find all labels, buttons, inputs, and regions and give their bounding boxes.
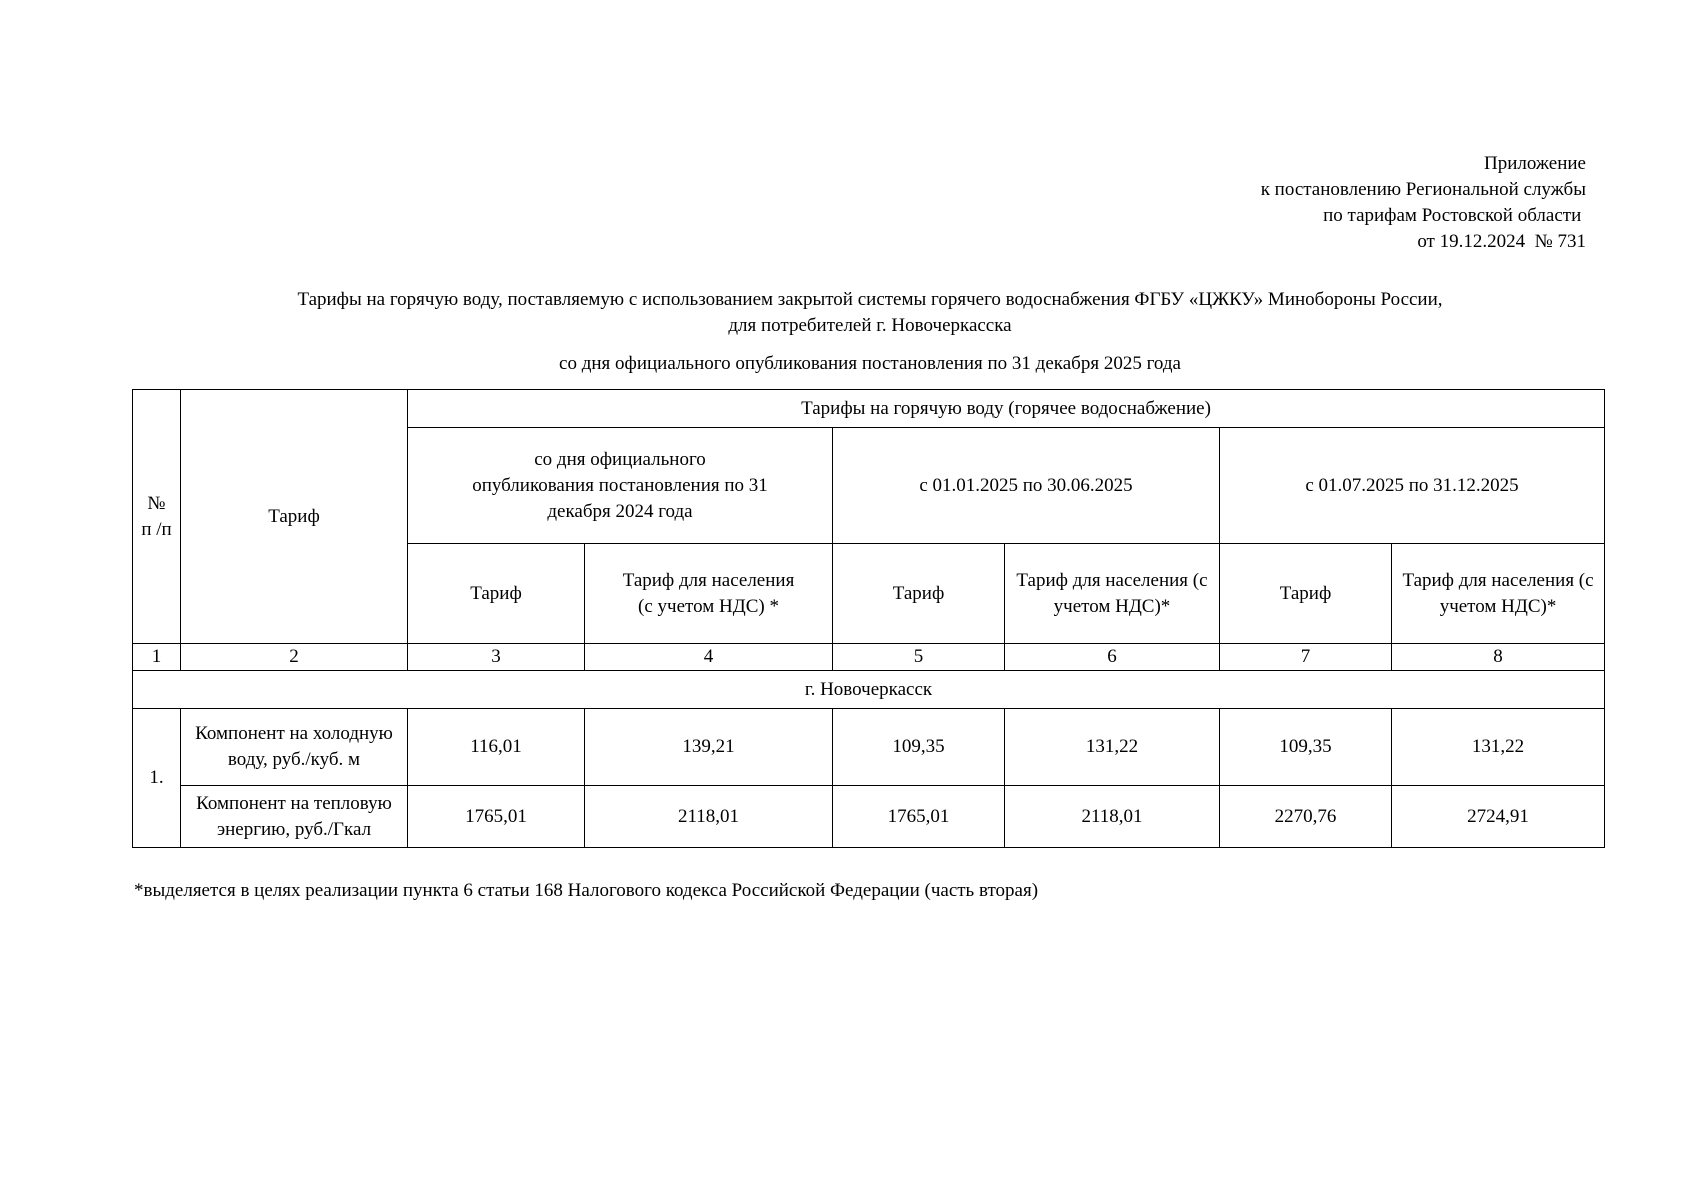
period-1-line-3: декабря 2024 года xyxy=(547,500,693,522)
row-name-line-1: Компонент на тепловую xyxy=(196,792,392,814)
p1-population-line-1: Тариф для населения xyxy=(622,569,795,591)
value-cell: 1765,01 xyxy=(408,786,585,848)
period-3-header: с 01.07.2025 по 31.12.2025 xyxy=(1220,428,1605,544)
title-line-2: для потребителей г. Новочеркасска xyxy=(728,315,1012,336)
appendix-header xyxy=(1261,151,1586,255)
column-number: 7 xyxy=(1220,644,1392,671)
value-cell: 109,35 xyxy=(1220,709,1392,786)
column-number: 6 xyxy=(1005,644,1220,671)
appendix-line-3: по тарифам Ростовской области xyxy=(1323,205,1586,226)
column-number: 5 xyxy=(833,644,1005,671)
p1-tariff-header: Тариф xyxy=(408,544,585,644)
title-line-1: Тарифы на горячую воду, поставляемую с использованием закрытой системы горячего водоснабжения ФГБУ «ЦЖКУ» Минобороны России, xyxy=(297,289,1443,310)
p2-population-line-2: учетом НДС)* xyxy=(1053,595,1171,617)
p3-tariff-header: Тариф xyxy=(1220,544,1392,644)
column-number: 8 xyxy=(1392,644,1605,671)
value-cell: 2270,76 xyxy=(1220,786,1392,848)
p2-population-header xyxy=(1005,544,1220,644)
p3-population-header xyxy=(1392,544,1605,644)
value-cell: 109,35 xyxy=(833,709,1005,786)
group-header: Тарифы на горячую воду (горячее водоснабжение) xyxy=(408,390,1605,428)
p3-population-line-2: учетом НДС)* xyxy=(1439,595,1557,617)
value-cell: 116,01 xyxy=(408,709,585,786)
row-name-line-2: воду, руб./куб. м xyxy=(227,749,361,770)
p2-population-line-1: Тариф для населения (с xyxy=(1016,569,1208,591)
appendix-line-2: к постановлению Региональной службы xyxy=(1260,179,1586,200)
p1-population-line-2: (с учетом НДС) * xyxy=(638,595,779,617)
footnote: *выделяется в целях реализации пункта 6 статьи 168 Налогового кодекса Российской Федерации (часть вторая) xyxy=(134,880,1039,901)
period-1-line-1: со дня официального xyxy=(534,448,706,470)
p3-population-line-1: Тариф для населения (с xyxy=(1402,569,1594,591)
col-num-header-line-2: п /п xyxy=(141,518,172,540)
row-name-line-1: Компонент на холодную xyxy=(195,723,393,744)
value-cell: 2118,01 xyxy=(1005,786,1220,848)
period-1-line-2: опубликования постановления по 31 xyxy=(472,474,768,496)
period-2-header: с 01.01.2025 по 30.06.2025 xyxy=(833,428,1220,544)
table-row xyxy=(133,709,1605,786)
row-name xyxy=(181,786,408,848)
column-number: 1 xyxy=(133,644,181,671)
value-cell: 139,21 xyxy=(585,709,833,786)
header-row-1 xyxy=(133,390,1605,428)
value-cell: 131,22 xyxy=(1392,709,1605,786)
value-cell: 131,22 xyxy=(1005,709,1220,786)
tariffs-table xyxy=(132,389,1605,848)
appendix-line-1: Приложение xyxy=(1484,153,1586,174)
value-cell: 1765,01 xyxy=(833,786,1005,848)
period-1-header xyxy=(408,428,833,544)
row-number: 1. xyxy=(133,709,181,848)
p2-tariff-header: Тариф xyxy=(833,544,1005,644)
column-number: 3 xyxy=(408,644,585,671)
column-number: 2 xyxy=(181,644,408,671)
table-row xyxy=(133,786,1605,848)
col-num-header-line-1: № xyxy=(147,492,166,514)
value-cell: 2724,91 xyxy=(1392,786,1605,848)
document-title xyxy=(0,287,1698,339)
row-name-line-2: энергию, руб./Гкал xyxy=(216,818,372,840)
row-name xyxy=(181,709,408,786)
column-number: 4 xyxy=(585,644,833,671)
value-cell: 2118,01 xyxy=(585,786,833,848)
p1-population-header xyxy=(585,544,833,644)
column-numbers-row xyxy=(133,644,1605,671)
col-tariff-header: Тариф xyxy=(181,390,408,644)
city-name: г. Новочеркасск xyxy=(133,671,1605,709)
appendix-line-4: от 19.12.2024 № 731 xyxy=(1417,231,1586,252)
document-subtitle: со дня официального опубликования постановления по 31 декабря 2025 года xyxy=(559,353,1181,374)
col-num-header xyxy=(133,390,181,644)
city-row xyxy=(133,671,1605,709)
